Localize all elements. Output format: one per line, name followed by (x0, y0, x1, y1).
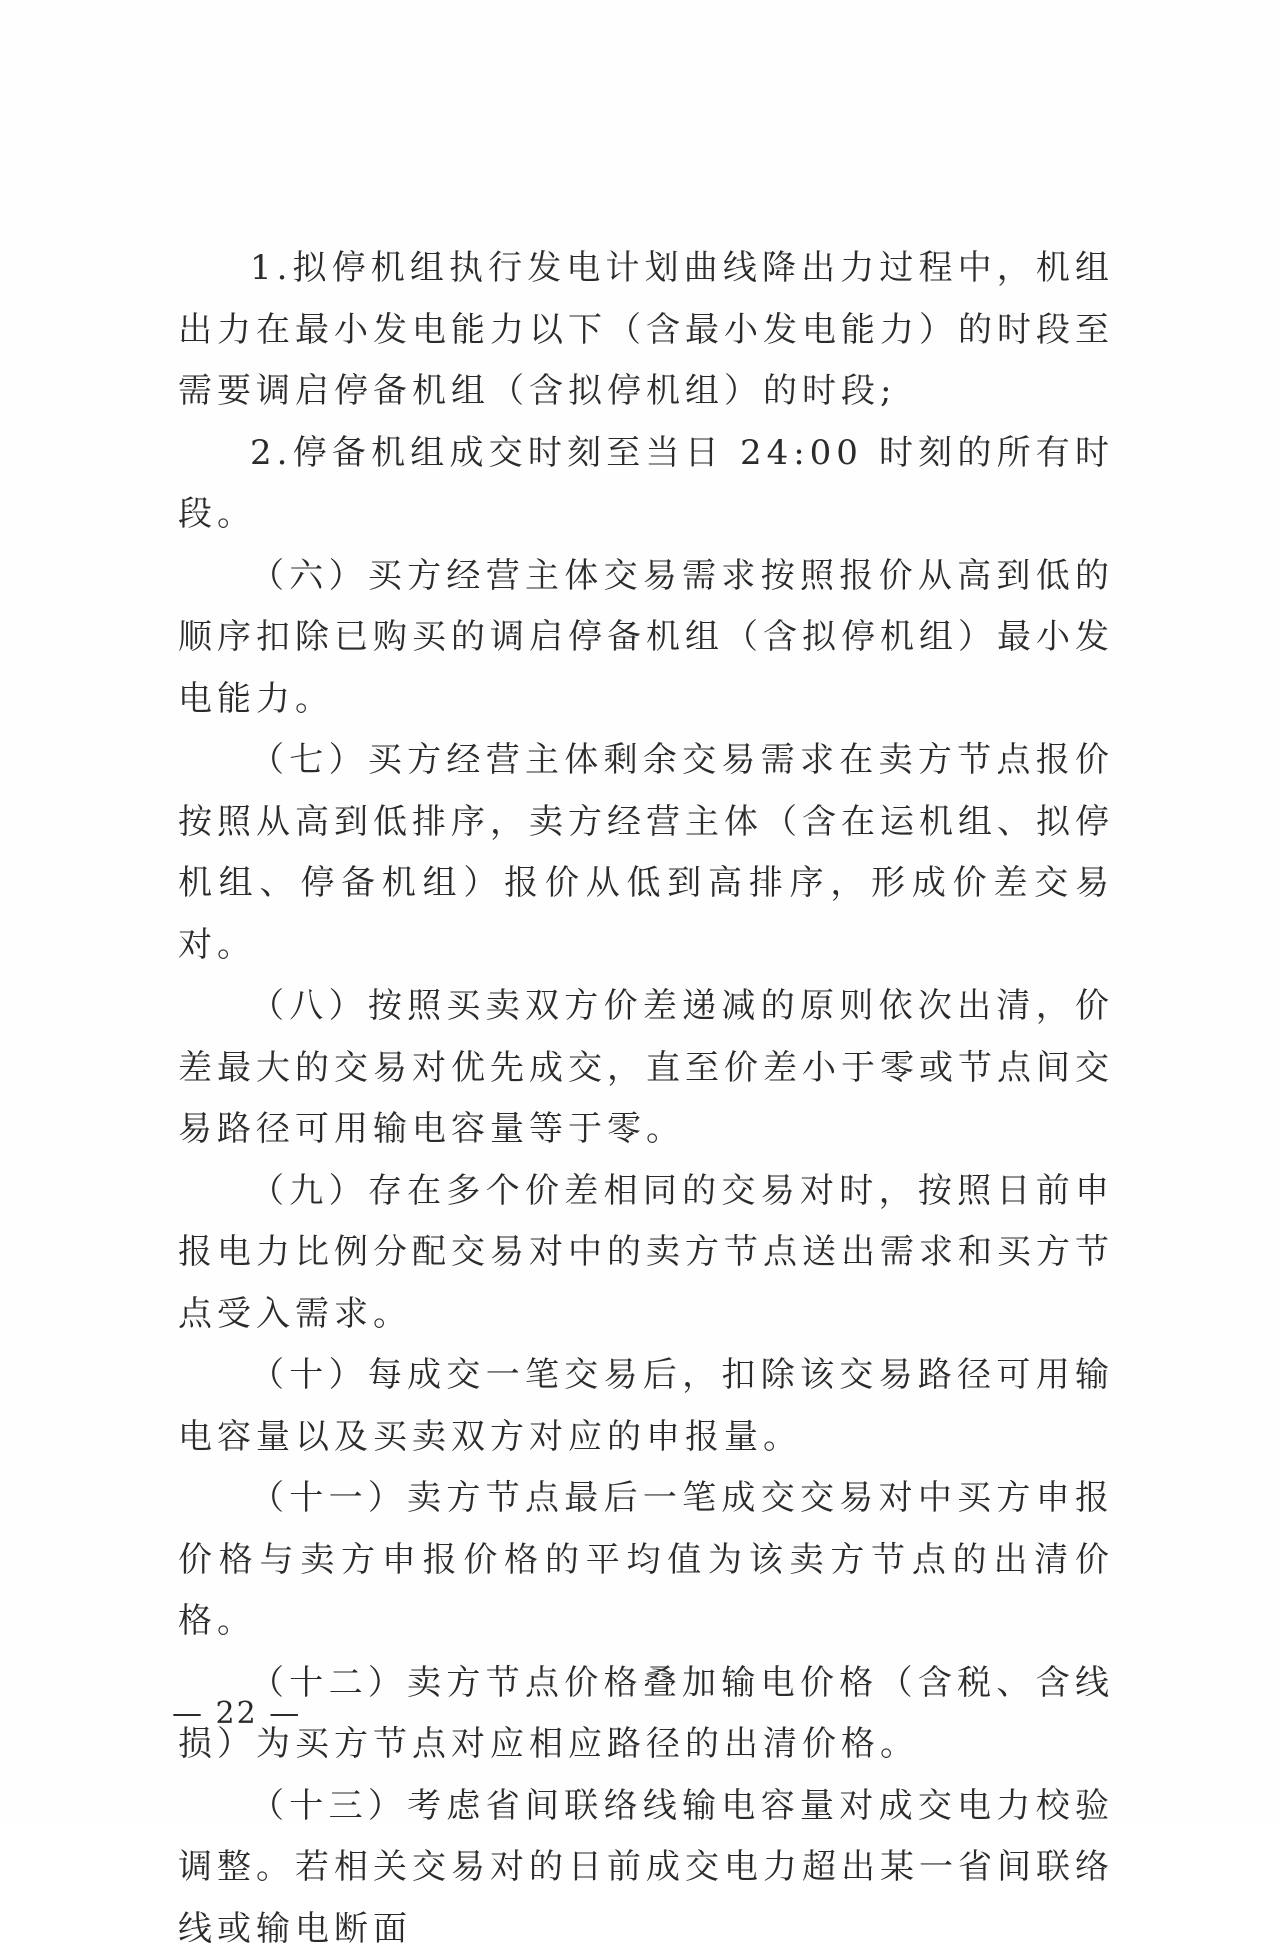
paragraph-3: （六）买方经营主体交易需求按照报价从高到低的顺序扣除已购买的调启停备机组（含拟停机组）最小发电能力。 (178, 546, 1114, 731)
paragraph-5: （八）按照买卖双方价差递减的原则依次出清，价差最大的交易对优先成交，直至价差小于零或节点间交易路径可用输电容量等于零。 (178, 976, 1114, 1161)
paragraph-8: （十一）卖方节点最后一笔成交交易对中买方申报价格与卖方申报价格的平均值为该卖方节点的出清价格。 (178, 1468, 1114, 1653)
paragraph-2: 2.停备机组成交时刻至当日 24:00 时刻的所有时段。 (178, 423, 1114, 546)
paragraph-4: （七）买方经营主体剩余交易需求在卖方节点报价按照从高到低排序，卖方经营主体（含在运机组、拟停机组、停备机组）报价从低到高排序，形成价差交易对。 (178, 730, 1114, 976)
paragraph-9: （十二）卖方节点价格叠加输电价格（含税、含线损）为买方节点对应相应路径的出清价格。 (178, 1653, 1114, 1776)
page-number: — 22 — (172, 1696, 301, 1731)
paragraph-10: （十三）考虑省间联络线输电容量对成交电力校验调整。若相关交易对的日前成交电力超出某一省间联络线或输电断面 (178, 1776, 1114, 1960)
paragraph-7: （十）每成交一笔交易后，扣除该交易路径可用输电容量以及买卖双方对应的申报量。 (178, 1345, 1114, 1468)
paragraph-1: 1.拟停机组执行发电计划曲线降出力过程中，机组出力在最小发电能力以下（含最小发电能力）的时段至需要调启停备机组（含拟停机组）的时段; (178, 238, 1114, 423)
document-body (178, 238, 1114, 1960)
paragraph-6: （九）存在多个价差相同的交易对时，按照日前申报电力比例分配交易对中的卖方节点送出需求和买方节点受入需求。 (178, 1161, 1114, 1346)
